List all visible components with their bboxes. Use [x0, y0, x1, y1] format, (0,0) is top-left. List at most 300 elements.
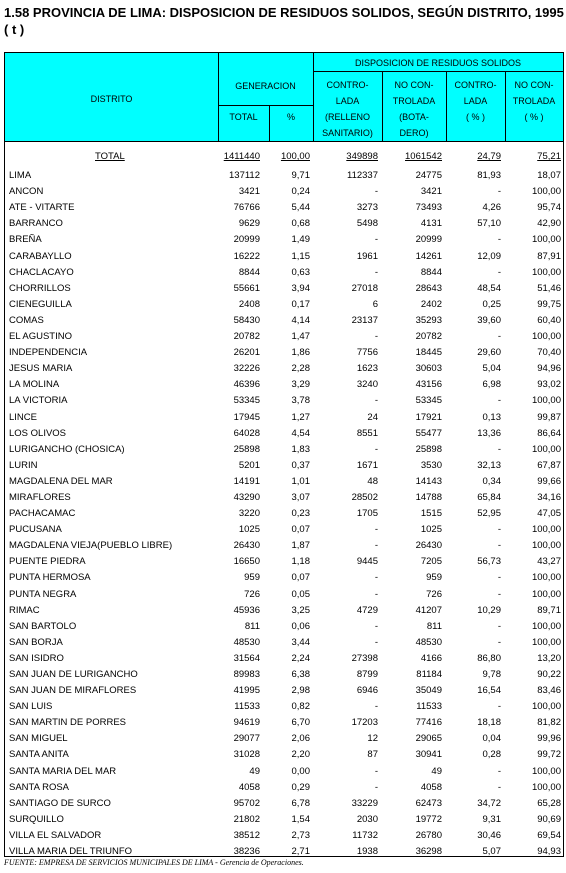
- table-cell: CHORRILLOS: [9, 282, 71, 294]
- table-cell: 100,00: [531, 443, 561, 455]
- table-row: [5, 587, 563, 603]
- table-row: [5, 200, 563, 216]
- header-pct: %: [286, 112, 295, 122]
- table-cell: 43290: [233, 491, 260, 503]
- table-cell: 2402: [420, 298, 442, 310]
- table-cell: 31564: [233, 652, 260, 664]
- table-cell: 1025: [420, 524, 442, 536]
- table-cell: 17203: [351, 717, 378, 729]
- table-cell: SANTA ANITA: [9, 749, 69, 761]
- table-cell: 99,72: [537, 749, 561, 761]
- table-cell: 0,05: [291, 588, 310, 600]
- table-header: [5, 53, 563, 141]
- table-cell: 30,46: [477, 829, 501, 841]
- table-cell: CARABAYLLO: [9, 250, 72, 262]
- table-cell: CIENEGUILLA: [9, 298, 72, 310]
- table-cell: 36298: [415, 846, 442, 858]
- table-cell: 9,31: [482, 813, 501, 825]
- table-cell: 29077: [233, 733, 260, 745]
- table-cell: 3,94: [291, 282, 310, 294]
- table-cell: 26780: [415, 829, 442, 841]
- table-cell: 30603: [415, 363, 442, 375]
- table-cell: 34,72: [477, 797, 501, 809]
- table-cell: 3530: [420, 459, 442, 471]
- table-cell: 6,38: [291, 669, 310, 680]
- table-cell: 811: [244, 620, 260, 632]
- table-cell: 7205: [420, 556, 442, 568]
- table-cell: 20782: [233, 331, 260, 343]
- table-cell: 1961: [356, 250, 378, 262]
- table-cell: -: [374, 331, 378, 343]
- table-cell: 5,44: [291, 202, 310, 214]
- table-cell: 76766: [233, 202, 260, 214]
- table-row: [5, 619, 563, 635]
- table-cell: -: [374, 524, 378, 536]
- table-cell: 100,00: [531, 186, 561, 198]
- table-cell: PACHACAMAC: [9, 508, 76, 520]
- table-cell: 0,13: [482, 411, 501, 423]
- table-cell: 27398: [351, 652, 378, 664]
- header-controlada: CONTRO- LADA (RELLENO SANITARIO): [322, 80, 373, 138]
- table-cell: 20782: [415, 331, 442, 343]
- total-row: TOTAL 1411440 100,00 349898 1061542 24,79 75,21: [95, 151, 561, 162]
- table-cell: 9,71: [291, 170, 310, 182]
- table-cell: 95,74: [537, 202, 561, 214]
- table-cell: 100,00: [531, 701, 561, 713]
- table-row: [5, 377, 563, 393]
- table-cell: 5498: [356, 218, 378, 230]
- table-cell: 12,09: [477, 250, 501, 262]
- table-cell: 99,87: [537, 411, 561, 423]
- header-total: TOTAL: [229, 112, 258, 122]
- table-cell: 29,60: [477, 347, 501, 359]
- table-cell: BARRANCO: [9, 218, 63, 230]
- table-cell: 8799: [356, 669, 378, 680]
- table-cell: 2,71: [291, 846, 310, 858]
- table-row: [5, 554, 563, 570]
- table-cell: 35049: [415, 685, 442, 697]
- table-cell: 32,13: [477, 459, 501, 471]
- table-cell: 57,10: [477, 218, 501, 230]
- table-cell: 90,22: [537, 669, 561, 680]
- table-cell: 95702: [233, 797, 260, 809]
- table-cell: 28502: [351, 491, 378, 503]
- table-cell: 3421: [238, 186, 260, 198]
- table-row: [5, 393, 563, 409]
- table-cell: 87,91: [537, 250, 561, 262]
- table-cell: 1,47: [291, 331, 310, 343]
- table-cell: 38512: [233, 829, 260, 841]
- table-cell: 6: [372, 298, 378, 310]
- table-cell: 39,60: [477, 314, 501, 326]
- table-cell: 29065: [415, 733, 442, 745]
- table-cell: 11533: [416, 701, 442, 713]
- table-cell: -: [497, 234, 501, 246]
- table-cell: SURQUILLO: [9, 813, 64, 825]
- table-row: [5, 329, 563, 345]
- table-row: [5, 458, 563, 474]
- table-cell: SANTA MARIA DEL MAR: [9, 765, 117, 777]
- table-cell: 100,00: [531, 636, 561, 648]
- table-cell: 64028: [233, 427, 260, 439]
- table-cell: 20999: [415, 234, 442, 246]
- table-cell: LURIN: [9, 459, 38, 471]
- table-cell: 16,54: [477, 685, 501, 697]
- table-cell: 65,28: [537, 797, 561, 809]
- table-cell: 52,95: [477, 508, 501, 520]
- table-cell: 7756: [356, 347, 378, 359]
- table-cell: VILLA EL SALVADOR: [9, 829, 102, 841]
- table-cell: 112337: [347, 170, 378, 182]
- table-cell: EL AGUSTINO: [9, 331, 72, 343]
- table-row: [5, 216, 563, 232]
- table-cell: 30941: [415, 749, 442, 761]
- table-cell: -: [374, 620, 378, 632]
- table-cell: SANTA ROSA: [9, 781, 70, 793]
- table-cell: 137112: [229, 170, 260, 182]
- table-row: [5, 828, 563, 844]
- table-cell: -: [374, 588, 378, 600]
- table-cell: 100,00: [531, 331, 561, 343]
- table-cell: 89983: [233, 669, 260, 680]
- table-cell: 1,54: [291, 813, 310, 825]
- table-row: [5, 168, 563, 184]
- table-cell: 26430: [415, 540, 442, 552]
- table-cell: 48,54: [477, 282, 501, 294]
- table-cell: 0,82: [291, 701, 310, 713]
- table-cell: 4729: [356, 604, 378, 616]
- table-cell: 13,36: [477, 427, 501, 439]
- table-row: [5, 780, 563, 796]
- table-cell: 14788: [415, 491, 442, 503]
- table-cell: 62473: [415, 797, 442, 809]
- table-cell: 48: [367, 475, 378, 487]
- table-row: [5, 474, 563, 490]
- table-cell: SAN JUAN DE LURIGANCHO: [9, 669, 138, 680]
- table-cell: 46396: [233, 379, 260, 391]
- table-row: [5, 410, 563, 426]
- table-cell: 2,98: [291, 685, 310, 697]
- table-row: [5, 747, 563, 763]
- table-cell: 24775: [415, 170, 442, 182]
- table-cell: ATE - VITARTE: [9, 202, 75, 214]
- table-cell: -: [497, 331, 501, 343]
- table-row: [5, 538, 563, 554]
- table-cell: 100,00: [531, 395, 561, 407]
- table-cell: 14261: [415, 250, 442, 262]
- table-cell: 33229: [351, 797, 378, 809]
- table-cell: 100,00: [531, 572, 561, 584]
- table-cell: LIMA: [9, 170, 32, 182]
- table-cell: 49: [431, 765, 442, 777]
- table-body: [5, 149, 563, 860]
- table-cell: 3240: [356, 379, 378, 391]
- table-row: [5, 297, 563, 313]
- table-cell: 2,20: [291, 749, 310, 761]
- table-cell: -: [497, 572, 501, 584]
- table-cell: -: [374, 781, 378, 793]
- table-cell: LURIGANCHO (CHOSICA): [9, 443, 125, 455]
- table-cell: 14143: [415, 475, 442, 487]
- table-cell: 0,25: [482, 298, 501, 310]
- table-cell: 0,24: [291, 186, 310, 198]
- table-cell: 31028: [233, 749, 260, 761]
- table-cell: 89,71: [537, 604, 561, 616]
- header-controlada-pct: CONTRO- LADA ( % ): [454, 80, 497, 122]
- table-cell: PUCUSANA: [9, 524, 62, 536]
- header-no-controlada-pct: NO CON- TROLADA ( % ): [512, 80, 556, 122]
- table-cell: 0,29: [291, 781, 310, 793]
- table-cell: 811: [426, 620, 442, 632]
- table-cell: 60,40: [537, 314, 561, 326]
- table-cell: 48530: [415, 636, 442, 648]
- table-cell: RIMAC: [9, 604, 40, 616]
- table-row: [5, 426, 563, 442]
- table-cell: 5,04: [482, 363, 501, 375]
- table-cell: PUNTA HERMOSA: [9, 572, 91, 584]
- table-cell: -: [497, 186, 501, 198]
- table-cell: 0,63: [291, 266, 310, 278]
- table-cell: 100,00: [531, 781, 561, 793]
- table-cell: 11533: [234, 701, 260, 713]
- table-cell: 4058: [238, 781, 260, 793]
- table-cell: 26201: [233, 347, 260, 359]
- table-cell: 67,87: [537, 459, 561, 471]
- table-cell: 38236: [233, 846, 260, 858]
- table-cell: 8551: [356, 427, 378, 439]
- table-cell: PUENTE PIEDRA: [9, 556, 86, 568]
- table-cell: 99,96: [537, 733, 561, 745]
- table-cell: SAN LUIS: [9, 701, 53, 713]
- table-cell: -: [374, 443, 378, 455]
- table-cell: 81,93: [477, 170, 501, 182]
- table-cell: 41995: [233, 685, 260, 697]
- table-cell: 5201: [238, 459, 260, 471]
- table-cell: 42,90: [537, 218, 561, 230]
- table-cell: 5,07: [482, 846, 501, 858]
- table-cell: 3,78: [291, 395, 310, 407]
- table-cell: 28643: [415, 282, 442, 294]
- table-cell: MIRAFLORES: [9, 491, 71, 503]
- table-cell: 69,54: [537, 829, 561, 841]
- table-cell: 9,78: [482, 669, 501, 680]
- table-cell: 100,00: [531, 234, 561, 246]
- table-cell: -: [497, 765, 501, 777]
- table-cell: 43,27: [537, 556, 561, 568]
- table-cell: 94,96: [537, 363, 561, 375]
- table-cell: 100,00: [531, 540, 561, 552]
- table-cell: MAGDALENA VIEJA(PUEBLO LIBRE): [9, 540, 173, 552]
- table-row: [5, 731, 563, 747]
- table-cell: 100,00: [531, 765, 561, 777]
- table-cell: CHACLACAYO: [9, 266, 74, 278]
- table-cell: LA VICTORIA: [9, 395, 68, 407]
- table-cell: 9629: [238, 218, 260, 230]
- table-cell: 0,17: [291, 298, 310, 310]
- table-cell: -: [497, 524, 501, 536]
- table-row: [5, 667, 563, 683]
- table-cell: 20999: [233, 234, 260, 246]
- table-cell: -: [374, 395, 378, 407]
- header-no-controlada: NO CON- TROLADA (BOTA- DERO): [392, 80, 436, 138]
- table-cell: -: [374, 186, 378, 198]
- table-cell: -: [497, 620, 501, 632]
- table-row: [5, 715, 563, 731]
- table-row: [5, 249, 563, 265]
- table-cell: 48530: [233, 636, 260, 648]
- table-cell: 56,73: [477, 556, 501, 568]
- table-row: [5, 812, 563, 828]
- table-cell: 11732: [352, 829, 378, 841]
- table-cell: 77416: [415, 717, 442, 729]
- table-cell: -: [374, 636, 378, 648]
- table-cell: LA MOLINA: [9, 379, 60, 391]
- table-cell: 49: [249, 765, 260, 777]
- table-cell: 87: [367, 749, 378, 761]
- table-cell: 3,44: [291, 636, 310, 648]
- unit-label: ( t ): [4, 22, 25, 37]
- table-cell: 6,78: [291, 797, 310, 809]
- table-cell: 25898: [233, 443, 260, 455]
- table-cell: LOS OLIVOS: [9, 427, 67, 439]
- table-cell: 100,00: [531, 524, 561, 536]
- table-cell: 73493: [415, 202, 442, 214]
- table-cell: 1705: [356, 508, 378, 520]
- data-table: [4, 52, 564, 857]
- table-cell: 35293: [415, 314, 442, 326]
- table-cell: BREÑA: [9, 234, 42, 246]
- table-cell: -: [374, 572, 378, 584]
- table-cell: 9445: [356, 556, 378, 568]
- table-cell: 1623: [356, 363, 378, 375]
- table-cell: 18,07: [537, 170, 561, 182]
- table-row: [5, 265, 563, 281]
- table-row: [5, 313, 563, 329]
- table-row: [5, 635, 563, 651]
- table-cell: -: [497, 266, 501, 278]
- table-cell: 70,40: [537, 347, 561, 359]
- table-cell: -: [374, 765, 378, 777]
- table-cell: 2,73: [291, 829, 310, 841]
- table-cell: 0,68: [291, 218, 310, 230]
- table-cell: 1938: [356, 846, 378, 858]
- table-cell: 726: [426, 588, 442, 600]
- table-cell: 4131: [420, 218, 442, 230]
- table-cell: 17945: [233, 411, 260, 423]
- table-cell: 2408: [238, 298, 260, 310]
- table-cell: SAN ISIDRO: [9, 652, 64, 664]
- table-cell: 45936: [233, 604, 260, 616]
- table-cell: 0,04: [482, 733, 501, 745]
- table-cell: 2,24: [291, 652, 310, 664]
- table-cell: 0,34: [482, 475, 501, 487]
- table-cell: 23137: [351, 314, 378, 326]
- table-cell: 86,64: [537, 427, 561, 439]
- table-row: [5, 345, 563, 361]
- table-cell: 726: [244, 588, 260, 600]
- table-cell: 81,82: [537, 717, 561, 729]
- header-generacion: GENERACION: [235, 81, 296, 91]
- table-cell: 0,07: [291, 572, 310, 584]
- table-cell: 16650: [233, 556, 260, 568]
- table-cell: 1025: [238, 524, 260, 536]
- table-cell: 4,26: [482, 202, 501, 214]
- table-cell: 1,27: [291, 411, 310, 423]
- table-cell: 1,86: [291, 347, 310, 359]
- table-cell: 4058: [420, 781, 442, 793]
- table-cell: 3,07: [291, 491, 310, 503]
- table-row: [5, 651, 563, 667]
- table-cell: 3,29: [291, 379, 310, 391]
- table-cell: -: [374, 540, 378, 552]
- table-cell: SANTIAGO DE SURCO: [9, 797, 111, 809]
- table-cell: VILLA MARIA DEL TRIUNFO: [9, 846, 133, 858]
- table-cell: 0,06: [291, 620, 310, 632]
- table-cell: 100,00: [531, 266, 561, 278]
- table-cell: 2030: [356, 813, 378, 825]
- table-cell: 99,75: [537, 298, 561, 310]
- table-row: [5, 490, 563, 506]
- table-cell: COMAS: [9, 314, 44, 326]
- table-cell: SAN BORJA: [9, 636, 63, 648]
- table-cell: 8844: [420, 266, 442, 278]
- table-cell: 94,93: [537, 846, 561, 858]
- table-cell: 959: [426, 572, 442, 584]
- table-cell: 1,01: [291, 475, 310, 487]
- table-row: [5, 796, 563, 812]
- table-cell: 1671: [356, 459, 378, 471]
- table-row: [5, 683, 563, 699]
- table-cell: -: [497, 781, 501, 793]
- table-row: [5, 442, 563, 458]
- table-cell: 86,80: [477, 652, 501, 664]
- table-cell: 16222: [233, 250, 260, 262]
- table-cell: 53345: [415, 395, 442, 407]
- table-cell: 18,18: [477, 717, 501, 729]
- table-cell: SAN MIGUEL: [9, 733, 68, 745]
- table-cell: 0,23: [291, 508, 310, 520]
- table-cell: -: [374, 701, 378, 713]
- table-cell: 6,70: [291, 717, 310, 729]
- table-cell: 94619: [233, 717, 260, 729]
- table-cell: 21802: [233, 813, 260, 825]
- table-cell: 1,83: [291, 443, 310, 455]
- table-cell: 100,00: [531, 588, 561, 600]
- table-cell: 2,06: [291, 733, 310, 745]
- table-cell: INDEPENDENCIA: [9, 347, 88, 359]
- table-cell: ANCON: [9, 186, 44, 198]
- table-cell: 3220: [238, 508, 260, 520]
- table-row: [5, 184, 563, 200]
- table-cell: 8844: [238, 266, 260, 278]
- table-cell: 99,66: [537, 475, 561, 487]
- table-cell: MAGDALENA DEL MAR: [9, 475, 113, 487]
- table-cell: 26430: [233, 540, 260, 552]
- table-cell: JESUS MARIA: [9, 363, 73, 375]
- table-cell: 47,05: [537, 508, 561, 520]
- table-cell: LINCE: [9, 411, 37, 423]
- source-note: FUENTE: EMPRESA DE SERVICIOS MUNICIPALES DE LIMA - Gerencia de Operaciones.: [4, 858, 304, 867]
- table-cell: 65,84: [477, 491, 501, 503]
- table-cell: 24: [367, 411, 378, 423]
- table-cell: 55477: [415, 427, 442, 439]
- table-cell: -: [497, 588, 501, 600]
- table-cell: 6946: [356, 685, 378, 697]
- table-row: [5, 506, 563, 522]
- table-cell: 0,07: [291, 524, 310, 536]
- table-cell: -: [497, 701, 501, 713]
- table-cell: -: [497, 395, 501, 407]
